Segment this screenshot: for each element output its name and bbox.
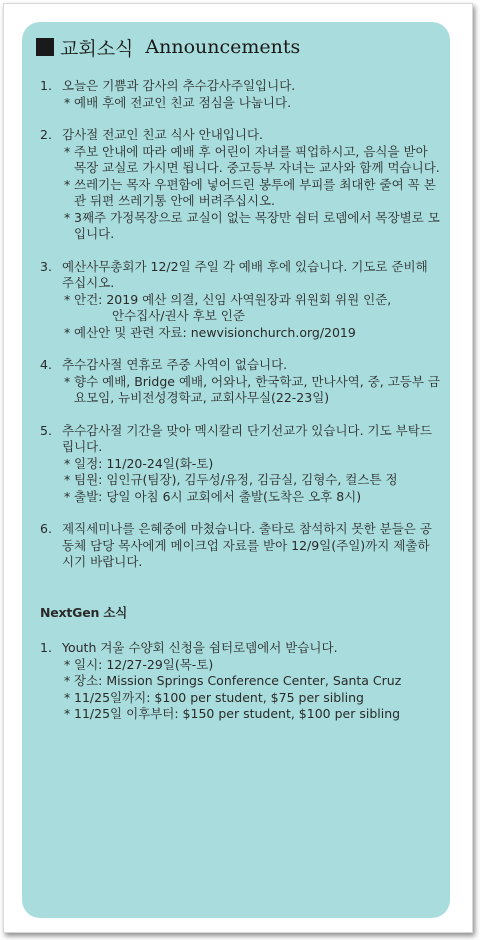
item-sub-text: 출발: 당일 아침 6시 교회에서 출발(도착은 오후 8시) (74, 488, 362, 504)
item-number: 3. (40, 258, 52, 274)
item-sub-text: 쓰레기는 목자 우편함에 넣어드린 봉투에 부피를 최대한 줄여 꼭 본관 뒤편 쓰레기통 안에 버려주십시오. (74, 176, 436, 208)
announcement-item-5: 5. 추수감사절 기간을 맞아 멕시칼리 단기선교가 있습니다. 기도 부탁드립니다. * 일정: 11/20-24일(화-토) * 팀원: 임인규(팀장), 김두성/유정, 김금실, 김형수, 컬스튼 정 * 출발: 당일 아침 6시 교회에서 출발(도착은 오후 8시) (40, 423, 440, 506)
nextgen-section-title: NextGen 소식 (40, 604, 128, 620)
item-number: 5. (40, 422, 52, 438)
item-number: 6. (40, 521, 52, 536)
item-sub-text: 11/25일 이후부터: $150 per student, $100 per sibling (74, 706, 401, 721)
item-sub-text: 11/25일까지: $100 per student, $75 per sibling (74, 689, 364, 705)
item-number: 1. (40, 640, 52, 655)
item-number: 4. (40, 357, 52, 372)
black-square-icon (36, 38, 54, 56)
announcement-item-4: 4. 추수감사절 연휴로 주중 사역이 없습니다. * 향수 예배, Bridge 예배, 어와나, 한국학교, 만나사역, 중, 고등부 금요모임, 뉴비전성경학교, 교회사무실(22-23일) (40, 357, 440, 405)
item-main-text: Youth 겨울 수양회 신청을 쉼터로뎀에서 받습니다. (62, 640, 338, 655)
item-sub-text: 팀원: 임인규(팀장), 김두성/유정, 김금실, 김형수, 컬스튼 정 (74, 472, 398, 487)
title-english: Announcements (145, 36, 301, 58)
announcements-content (40, 78, 440, 739)
item-main-text: 추수감사절 기간을 맞아 멕시칼리 단기선교가 있습니다. 기도 부탁드립니다. (62, 422, 432, 454)
item-main-text: 감사절 전교인 친교 식사 안내입니다. (62, 127, 263, 142)
item-main-text: 예산사무총회가 12/2일 주일 각 예배 후에 있습니다. 기도로 준비해 주십시오. (62, 258, 428, 290)
item-number: 1. (40, 78, 52, 93)
title-korean: 교회소식 (60, 37, 134, 60)
item-sub-text: 예산안 및 관련 자료: newvisionchurch.org/2019 (74, 324, 356, 340)
item-sub-text: 주보 안내에 따라 예배 후 어린이 자녀를 픽업하시고, 음식을 받아 목장 교실로 가시면 됩니다. 중고등부 자녀는 교사와 함께 먹습니다. (74, 143, 440, 175)
item-main-text: 오늘은 기쁨과 감사의 추수감사주일입니다. (62, 78, 296, 93)
announcement-item-1: 1. 오늘은 기쁨과 감사의 추수감사주일입니다. * 예배 후에 전교인 친교 점심을 나눕니다. (40, 78, 440, 111)
item-sub-text: 일정: 11/20-24일(화-토) (74, 455, 214, 471)
announcements-panel (22, 22, 450, 918)
nextgen-item-1: 1. Youth 겨울 수양회 신청을 쉼터로뎀에서 받습니다. * 일시: 12/27-29일(목-토) * 장소: Mission Springs Conference Center, Santa Cruz * 11/25일까지: $100 per student, $75 per sibling * 11/25일 이후부터: $150 per student, $100 per sibling (40, 640, 440, 723)
item-sub-text: 장소: Mission Springs Conference Center, Santa Cruz (74, 673, 402, 688)
item-number: 2. (40, 127, 52, 142)
item-sub-text: 일시: 12/27-29일(목-토) (74, 656, 214, 672)
item-sub-text: 예배 후에 전교인 친교 점심을 나눕니다. (74, 94, 292, 110)
announcements-header (36, 34, 300, 60)
announcement-item-2: 2. 감사절 전교인 친교 식사 안내입니다. * 주보 안내에 따라 예배 후 어린이 자녀를 픽업하시고, 음식을 받아 목장 교실로 가시면 됩니다. 중고등부 자녀는 교사와 함께 먹습니다. * 쓰레기는 목자 우편함에 넣어드린 봉투에 부피를 최대한 줄여 꼭 본관 뒤편 쓰레기통 안에 버려주십시오. * 3째주 가정목장으로 교실이 없는 목장만 쉼터 로뎀에서 목장별로 모입니다. (40, 127, 440, 241)
item-main-text: 제직세미나를 은혜중에 마쳤습니다. 출타로 참석하지 못한 분들은 공동체 담당 목사에게 메이크업 자료를 받아 12/9일(주일)까지 제출하시기 바랍니다. (62, 521, 432, 569)
item-sub-text: 안건: 2019 예산 의결, 신임 사역원장과 위원회 위원 인준, (74, 291, 392, 307)
item-sub-text: 3째주 가정목장으로 교실이 없는 목장만 쉼터 로뎀에서 목장별로 모입니다. (74, 209, 440, 241)
item-sub-text: 향수 예배, Bridge 예배, 어와나, 한국학교, 만나사역, 중, 고등부 금요모임, 뉴비전성경학교, 교회사무실(22-23일) (74, 373, 440, 405)
announcement-item-6 (40, 521, 440, 571)
announcement-item-3: 3. 예산사무총회가 12/2일 주일 각 예배 후에 있습니다. 기도로 준비해 주십시오. * 안건: 2019 예산 의결, 신임 사역원장과 위원회 위원 인준, 안수집사/권사 후보 인준 * 예산안 및 관련 자료: newvisionchurch.org/2019 (40, 259, 440, 342)
item-sub-continuation: 안수집사/권사 후보 인준 (112, 308, 245, 323)
item-main-text: 추수감사절 연휴로 주중 사역이 없습니다. (62, 357, 288, 372)
